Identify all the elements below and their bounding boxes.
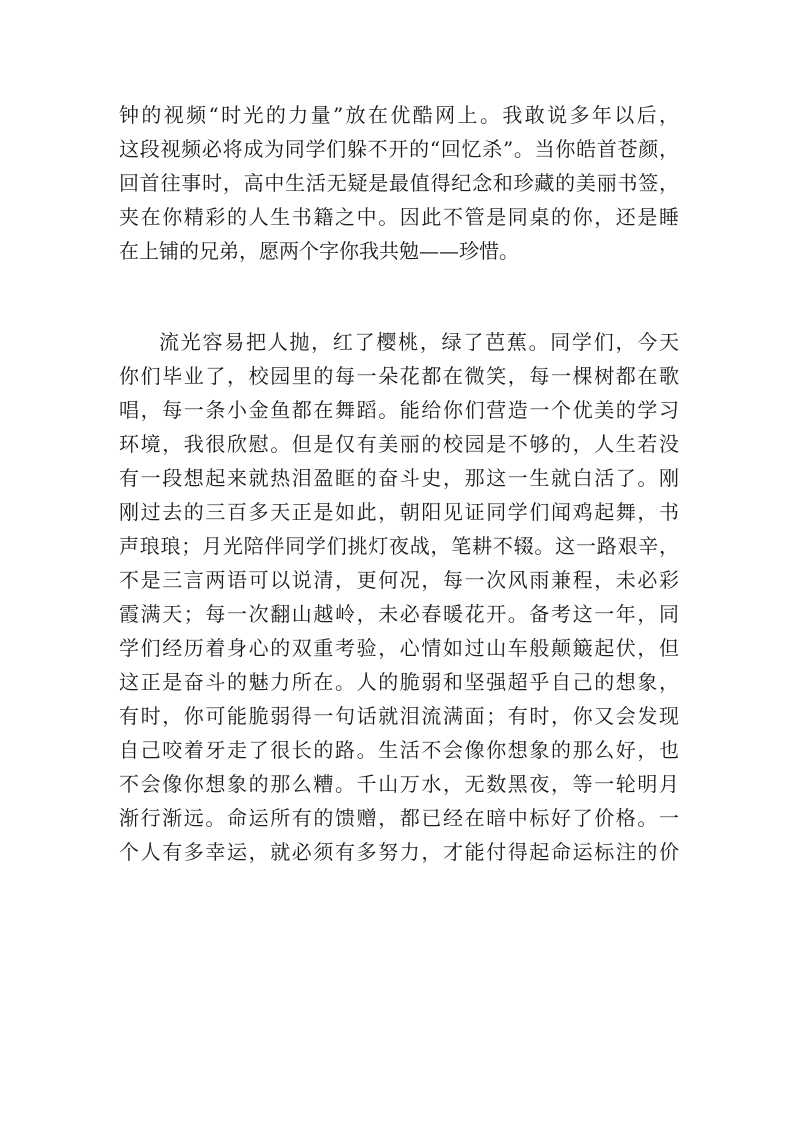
text-line: 自己咬着牙走了很长的路。生活不会像你想象的那么好，也 bbox=[119, 738, 679, 762]
text-line: 有一段想起来就热泪盈眶的奋斗史，那这一生就白活了。刚 bbox=[119, 466, 679, 490]
text-line: 刚过去的三百多天正是如此，朝阳见证同学们闻鸡起舞，书 bbox=[119, 500, 679, 524]
text-line: 不是三言两语可以说清，更何况，每一次风雨兼程，未必彩 bbox=[119, 568, 679, 592]
text-line: 回首往事时，高中生活无疑是最值得纪念和珍藏的美丽书签， bbox=[119, 171, 679, 195]
document-body bbox=[119, 98, 679, 869]
text-line: 个人有多幸运，就必须有多努力，才能付得起命运标注的价 bbox=[119, 840, 679, 864]
text-line: 霞满天；每一次翻山越岭，未必春暖花开。备考这一年，同 bbox=[119, 602, 679, 626]
text-line: 学们经历着身心的双重考验，心情如过山车般颠簸起伏，但 bbox=[119, 636, 679, 660]
text-line: 你们毕业了，校园里的每一朵花都在微笑，每一棵树都在歌 bbox=[119, 364, 679, 388]
text-line: 渐行渐远。命运所有的馈赠，都已经在暗中标好了价格。一 bbox=[119, 806, 679, 830]
paragraph-spacer bbox=[119, 268, 679, 325]
text-line: 唱，每一条小金鱼都在舞蹈。能给你们营造一个优美的学习 bbox=[119, 398, 679, 422]
text-line: 不会像你想象的那么糟。千山万水，无数黑夜，等一轮明月 bbox=[119, 772, 679, 796]
text-line: 这段视频必将成为同学们躲不开的“回忆杀”。当你皓首苍颜， bbox=[119, 137, 679, 161]
text-line: 这正是奋斗的魅力所在。人的脆弱和坚强超乎自己的想象， bbox=[119, 670, 679, 694]
text-line: 声琅琅；月光陪伴同学们挑灯夜战，笔耕不辍。这一路艰辛， bbox=[119, 534, 679, 558]
text-line: 流光容易把人抛，红了樱桃，绿了芭蕉。同学们，今天 bbox=[159, 330, 679, 354]
text-line: 有时，你可能脆弱得一句话就泪流满面；有时，你又会发现 bbox=[119, 704, 679, 728]
text-line: 钟的视频“时光的力量”放在优酷网上。我敢说多年以后， bbox=[119, 103, 679, 127]
text-line: 环境，我很欣慰。但是仅有美丽的校园是不够的，人生若没 bbox=[119, 432, 679, 456]
paragraph-2 bbox=[119, 325, 679, 869]
paragraph-1 bbox=[119, 98, 679, 268]
text-line: 夹在你精彩的人生书籍之中。因此不管是同桌的你，还是睡 bbox=[119, 205, 679, 229]
text-line: 在上铺的兄弟，愿两个字你我共勉——珍惜。 bbox=[119, 239, 519, 263]
